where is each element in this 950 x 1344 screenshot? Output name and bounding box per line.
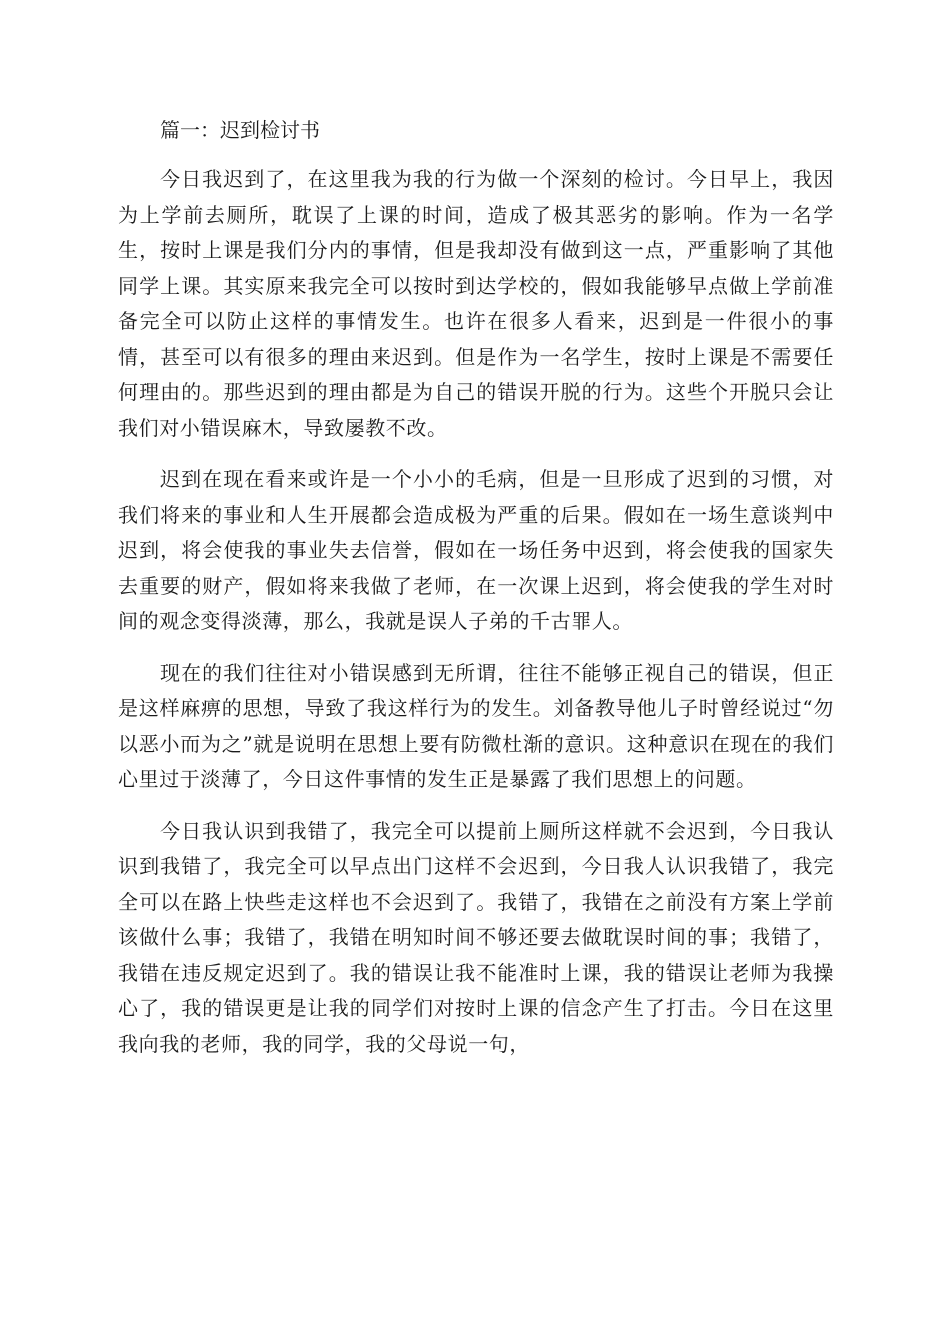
paragraph-4: 今日我认识到我错了，我完全可以提前上厕所这样就不会迟到，今日我认识到我错了，我完全可以早点出门这样不会迟到，今日我人认识我错了，我完全可以在路上快些走这样也不会迟到了。我错了，我错在之前没有方案上学前该做什么事；我错了，我错在明知时间不够还要去做耽误时间的事；我错了，我错在违反规定迟到了。我的错误让我不能准时上课，我的错误让老师为我操心了，我的错误更是让我的同学们对按时上课的信念产生了打击。今日在这里我向我的老师，我的同学，我的父母说一句， [118, 818, 834, 1056]
paragraph-3: 现在的我们往往对小错误感到无所谓，往往不能够正视自己的错误，但正是这样麻痹的思想，导致了我这样行为的发生。刘备教导他儿子时曾经说过“勿以恶小而为之”就是说明在思想上要有防微杜渐的意识。这种意识在现在的我们心里过于淡薄了，今日这件事情的发生正是暴露了我们思想上的问题。 [118, 660, 834, 791]
document-body [118, 112, 834, 1078]
document-heading: 篇一：迟到检讨书 [160, 118, 320, 142]
paragraph-2: 迟到在现在看来或许是一个小小的毛病，但是一旦形成了迟到的习惯，对我们将来的事业和人生开展都会造成极为严重的后果。假如在一场生意谈判中迟到，将会使我的事业失去信誉，假如在一场任务中迟到，将会使我的国家失去重要的财产，假如将来我做了老师，在一次课上迟到，将会使我的学生对时间的观念变得淡薄，那么，我就是误人子弟的千古罪人。 [118, 467, 834, 633]
paragraph-1: 今日我迟到了，在这里我为我的行为做一个深刻的检讨。今日早上，我因为上学前去厕所，耽误了上课的时间，造成了极其恶劣的影响。作为一名学生，按时上课是我们分内的事情，但是我却没有做到这一点，严重影响了其他同学上课。其实原来我完全可以按时到达学校的，假如我能够早点做上学前准备完全可以防止这样的事情发生。也许在很多人看来，迟到是一件很小的事情，甚至可以有很多的理由来迟到。但是作为一名学生，按时上课是不需要任何理由的。那些迟到的理由都是为自己的错误开脱的行为。这些个开脱只会让我们对小错误麻木，导致屡教不改。 [118, 167, 834, 440]
